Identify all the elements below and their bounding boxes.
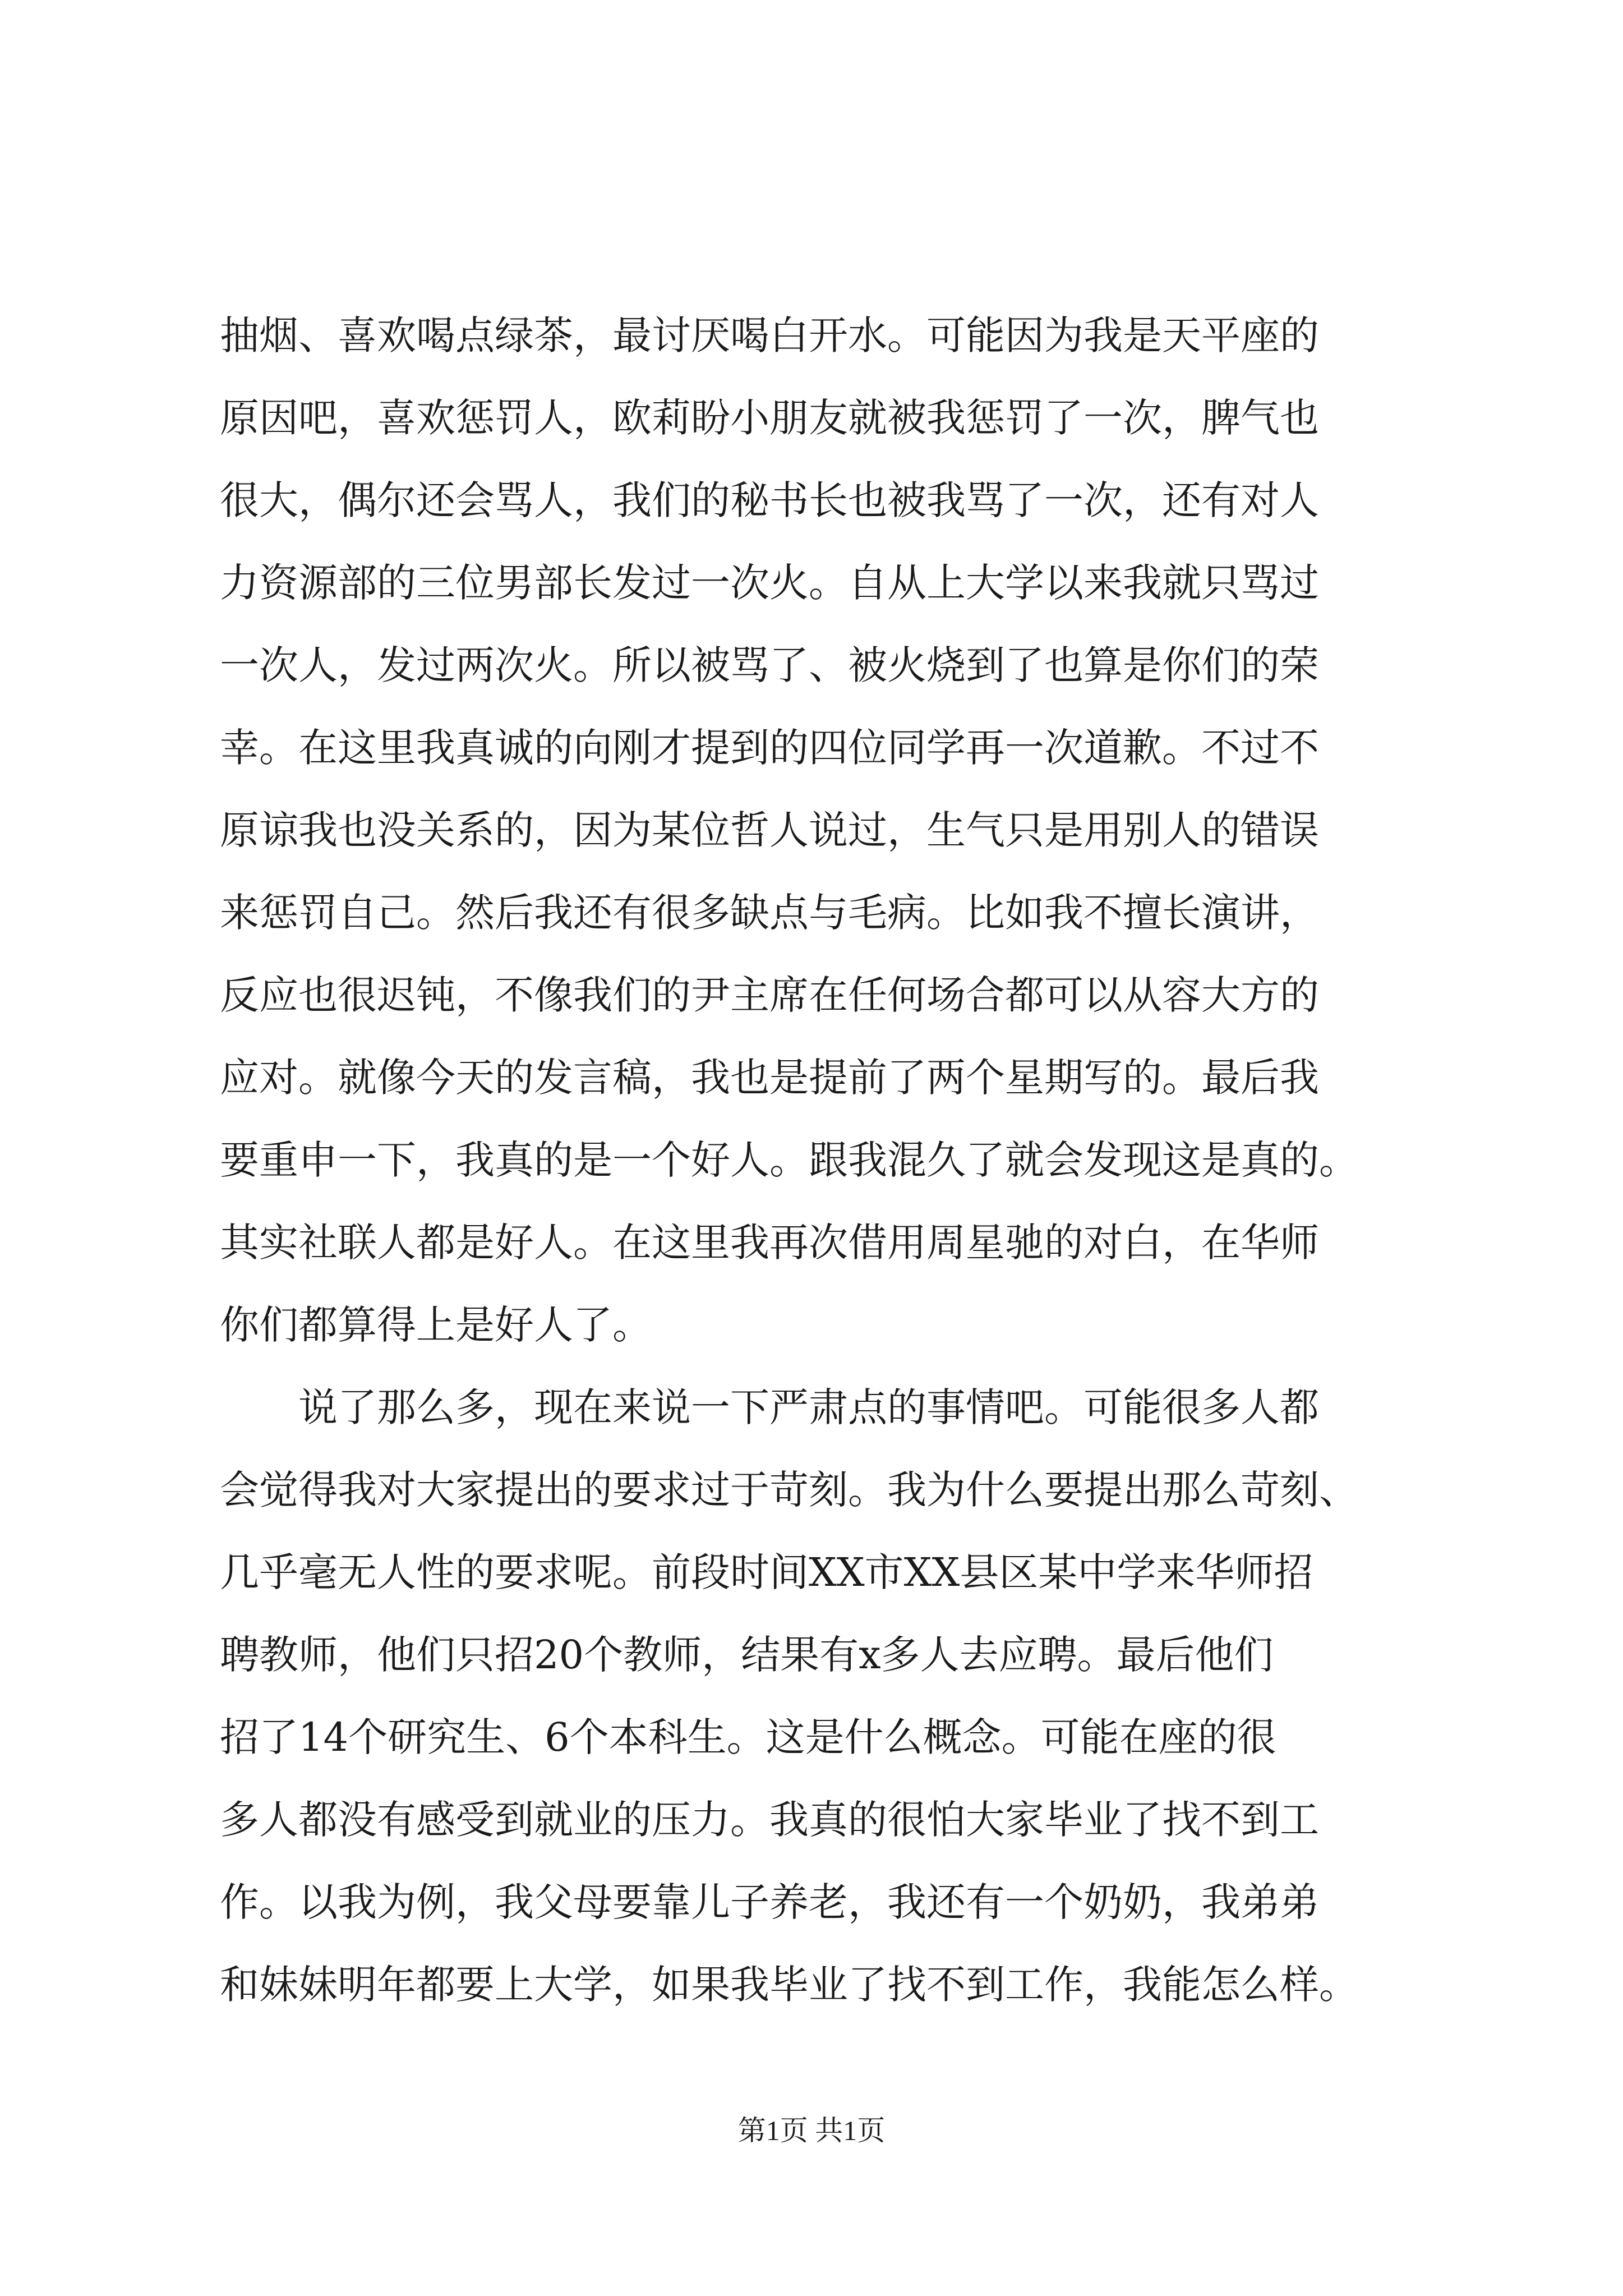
text-line: 应对。就像今天的发言稿，我也是提前了两个星期写的。最后我: [220, 1055, 1319, 1101]
text-line: 和妹妹明年都要上大学，如果我毕业了找不到工作，我能怎么样。: [220, 1962, 1358, 2008]
text-line: 聘教师，他们只招20个教师，结果有x多人去应聘。最后他们: [220, 1632, 1274, 1678]
text-line: 几乎毫无人性的要求呢。前段时间XX市XX县区某中学来华师招: [220, 1549, 1313, 1595]
text-line: 很大，偶尔还会骂人，我们的秘书长也被我骂了一次，还有对人: [220, 477, 1319, 523]
document-body: [220, 295, 1420, 2026]
text-line: 你们都算得上是好人了。: [220, 1302, 652, 1348]
text-line: 其实社联人都是好人。在这里我再次借用周星驰的对白，在华师: [220, 1220, 1319, 1266]
paragraph-first-line: 说了那么多，现在来说一下严肃点的事情吧。可能很多人都: [298, 1384, 1319, 1430]
text-line: 一次人，发过两次火。所以被骂了、被火烧到了也算是你们的荣: [220, 642, 1319, 688]
page-footer: 第1页 共1页: [737, 2115, 886, 2146]
text-line: 要重申一下，我真的是一个好人。跟我混久了就会发现这是真的。: [220, 1137, 1358, 1183]
text-line: 招了14个研究生、6个本科生。这是什么概念。可能在座的很: [220, 1714, 1276, 1760]
text-line: 作。以我为例，我父母要靠儿子养老，我还有一个奶奶，我弟弟: [220, 1879, 1319, 1925]
text-line: 反应也很迟钝，不像我们的尹主席在任何场合都可以从容大方的: [220, 972, 1319, 1018]
text-line: 抽烟、喜欢喝点绿茶，最讨厌喝白开水。可能因为我是天平座的: [220, 312, 1319, 358]
text-line: 原因吧，喜欢惩罚人，欧莉盼小朋友就被我惩罚了一次，脾气也: [220, 395, 1319, 441]
text-line: 会觉得我对大家提出的要求过于苛刻。我为什么要提出那么苛刻、: [220, 1467, 1358, 1513]
text-line: 来惩罚自己。然后我还有很多缺点与毛病。比如我不擅长演讲，: [220, 890, 1319, 936]
text-line: 原谅我也没关系的，因为某位哲人说过，生气只是用别人的错误: [220, 807, 1319, 853]
text-line: 幸。在这里我真诚的向刚才提到的四位同学再一次道歉。不过不: [220, 725, 1319, 771]
text-line: 多人都没有感受到就业的压力。我真的很怕大家毕业了找不到工: [220, 1797, 1319, 1843]
text-line: 力资源部的三位男部长发过一次火。自从上大学以来我就只骂过: [220, 560, 1319, 606]
